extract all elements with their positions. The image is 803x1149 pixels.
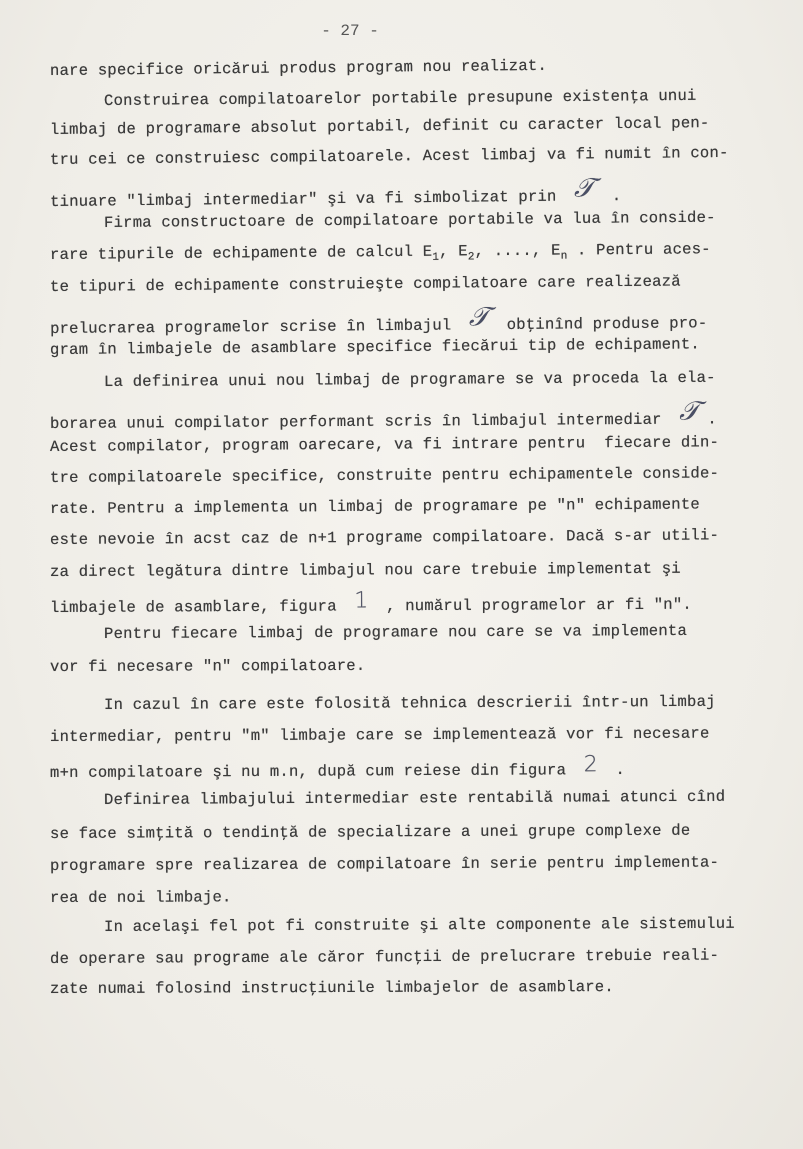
text-line xyxy=(50,526,719,549)
text-segment: tinuare "limbaj intermediar" şi va fi simbolizat prin xyxy=(49,187,567,211)
text-segment: de operare sau programe ale căror funcţii de prelucrare trebuie reali- xyxy=(49,946,720,968)
text-line xyxy=(50,495,700,518)
text-segment: In cazul în care este folosită tehnica descrierii într-un limbaj xyxy=(103,692,716,714)
text-line xyxy=(50,888,232,907)
text-segment: gram în limbajele de asamblare specifice fiecărui tip de echipament. xyxy=(49,335,700,359)
handwritten-figure-number: 1 xyxy=(354,588,369,614)
text-line xyxy=(50,590,692,618)
text-line xyxy=(104,87,697,110)
text-segment: Pentru fiecare limbaj de programare nou care se va implementa xyxy=(103,621,688,643)
handwritten-symbol: 𝒯 xyxy=(679,396,700,427)
text-line xyxy=(49,173,622,214)
text-line xyxy=(50,978,614,998)
text-line xyxy=(104,693,716,714)
text-line xyxy=(50,822,690,843)
text-line xyxy=(50,853,719,875)
text-segment: La definirea unui nou limbaj de programare se va proceda la ela- xyxy=(103,368,716,391)
text-line xyxy=(50,272,681,296)
text-segment: tre compilatoarele specifice, construite pentru echipamentele conside- xyxy=(49,464,720,487)
text-segment: nare specifice oricărui produs program nou realizat. xyxy=(49,56,548,80)
text-segment: borarea unui compilator performant scris în limbajul intermediar xyxy=(49,410,672,433)
text-segment: prelucrarea programelor scrise în limbajul xyxy=(49,316,462,338)
text-line xyxy=(104,915,735,936)
text-segment: zate numai folosind instrucţiunile limbajelor de asamblare. xyxy=(49,978,614,998)
text-segment: obţinînd produse pro- xyxy=(497,314,708,335)
subscript: 2 xyxy=(467,251,475,264)
text-segment: se face simţită o tendinţă de specializare a unei grupe complexe de xyxy=(49,821,691,843)
text-segment: este nevoie în acst caz de n+1 programe compilatoare. Dacă s-ar utili- xyxy=(49,526,720,549)
text-segment: rate. Pentru a implementa un limbaj de programare pe "n" echipamente xyxy=(49,495,700,518)
text-segment: vor fi necesare "n" compilatoare. xyxy=(49,656,366,676)
handwritten-figure-number: 2 xyxy=(583,752,598,778)
text-segment: . xyxy=(605,760,626,780)
text-segment: za direct legătura dintre limbajul nou care trebuie implementat şi xyxy=(49,559,681,581)
text-segment: tru cei ce construiesc compilatoarele. Acest limbaj va fi numit în con- xyxy=(49,143,729,169)
page-number: - 27 - xyxy=(321,22,379,40)
text-line xyxy=(49,752,626,783)
text-segment: rare tipurile de echipamente de calcul E xyxy=(49,242,433,264)
text-segment: In acelaşi fel pot fi construite şi alte componente ale sistemului xyxy=(103,914,735,936)
text-line xyxy=(50,144,729,169)
text-segment: te tipuri de echipamente construieşte compilatoare care realizează xyxy=(49,272,681,296)
text-line xyxy=(50,433,719,456)
text-line xyxy=(50,57,547,80)
text-line xyxy=(49,396,718,436)
text-segment: Construirea compilatoarelor portabile presupune existenţa unui xyxy=(103,86,697,110)
handwritten-symbol: 𝒯 xyxy=(468,302,490,333)
text-segment: , ...., E xyxy=(474,241,561,261)
text-line xyxy=(50,657,365,676)
text-line xyxy=(50,946,719,968)
text-segment: , numărul programelor ar fi "n". xyxy=(376,595,692,616)
text-segment: . Pentru aces- xyxy=(567,240,711,260)
text-segment: . xyxy=(602,187,622,206)
text-segment: intermediar, pentru "m" limbaje care se implementează vor fi necesare xyxy=(49,724,710,746)
subscript: n xyxy=(560,250,568,263)
text-line xyxy=(104,622,687,643)
text-segment: Acest compilator, program oarecare, va fi intrare pentru fiecare din- xyxy=(49,433,720,456)
text-segment: limbajele de asamblare, figura xyxy=(49,597,347,617)
text-segment: Definirea limbajului intermediar este rentabilă numai atunci cînd xyxy=(103,787,726,809)
text-line xyxy=(50,114,710,139)
text-line xyxy=(104,369,716,391)
text-segment: m+n compilatoare şi nu m.n, după cum reiese din figura xyxy=(49,761,576,782)
handwritten-symbol: 𝒯 xyxy=(573,173,595,204)
text-segment: limbaj de programare absolut portabil, definit cu caracter local pen- xyxy=(49,114,710,139)
text-line xyxy=(50,725,710,746)
text-segment: Firma constructoare de compilatoare portabile va lua în conside- xyxy=(103,208,716,232)
text-segment: , E xyxy=(439,242,468,261)
text-segment: rea de noi limbaje. xyxy=(49,888,232,907)
text-line xyxy=(50,560,681,581)
text-line xyxy=(50,240,711,267)
subscript: 1 xyxy=(432,251,440,264)
text-line xyxy=(104,788,725,809)
text-segment: . xyxy=(707,410,718,429)
text-line xyxy=(50,464,719,487)
text-segment: programare spre realizarea de compilatoare în serie pentru implementa- xyxy=(49,853,720,875)
